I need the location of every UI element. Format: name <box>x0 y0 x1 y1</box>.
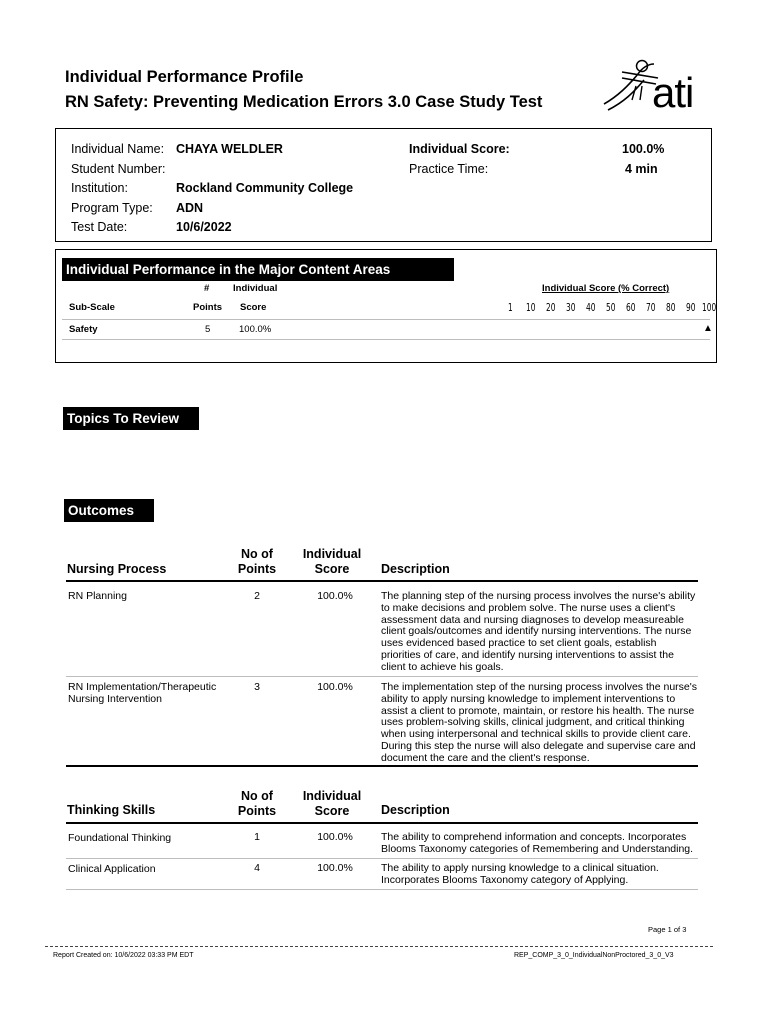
ts-row-score: 100.0% <box>317 862 353 874</box>
np-header-rule <box>66 580 698 582</box>
content-areas-title: Individual Performance in the Major Content Areas <box>62 258 454 281</box>
hdr-hash: # <box>204 283 210 294</box>
ts-hdr-name: Thinking Skills <box>67 803 156 817</box>
np-hdr-name: Nursing Process <box>67 562 167 576</box>
report-id: REP_COMP_3_0_IndividualNonProctored_3_0_V3 <box>514 952 674 959</box>
hdr-score: Score <box>240 302 267 313</box>
test-date-value: 10/6/2022 <box>176 220 232 234</box>
divider <box>66 676 698 677</box>
tick-label: 40 <box>586 301 596 314</box>
outcomes-title: Outcomes <box>64 499 154 522</box>
student-info-box <box>55 128 712 242</box>
tick-label: 80 <box>666 301 676 314</box>
divider <box>62 319 710 320</box>
tick-label: 60 <box>626 301 636 314</box>
hdr-individual: Individual <box>233 283 278 294</box>
test-date-label: Test Date: <box>71 220 128 234</box>
report-title: Individual Performance Profile <box>65 68 304 86</box>
subscale-points: 5 <box>205 324 211 335</box>
program-type-label: Program Type: <box>71 201 153 215</box>
tick-label: 90 <box>686 301 696 314</box>
tick-label: 30 <box>566 301 576 314</box>
np-row-score: 100.0% <box>317 681 353 693</box>
subscale-name: Safety <box>69 324 98 335</box>
ts-row-name: Foundational Thinking <box>68 832 172 844</box>
page-number: Page 1 of 3 <box>648 925 687 934</box>
institution-label: Institution: <box>71 181 128 195</box>
ts-hdr-score: Individual Score <box>302 789 362 818</box>
ts-row-desc: The ability to comprehend information and concepts. Incorporates Blooms Taxonomy categories of Remembering and Understanding. <box>381 831 694 855</box>
np-row-points: 2 <box>254 590 260 602</box>
report-created: Report Created on: 10/6/2022 03:33 PM EDT <box>53 952 194 959</box>
np-hdr-desc: Description <box>381 562 450 576</box>
topics-title: Topics To Review <box>63 407 199 430</box>
ts-header-rule <box>66 822 698 824</box>
np-hdr-score: Individual Score <box>302 547 362 576</box>
tick-label: 100 <box>702 301 717 314</box>
practice-time-label: Practice Time: <box>409 162 489 176</box>
np-hdr-points: No of Points <box>237 547 277 576</box>
ts-hdr-desc: Description <box>381 803 450 817</box>
hdr-points: Points <box>193 302 223 313</box>
np-bottom-rule <box>66 765 698 767</box>
tick-label: 70 <box>646 301 656 314</box>
divider <box>66 858 698 859</box>
np-row-points: 3 <box>254 681 260 693</box>
ati-logo <box>598 56 713 120</box>
individual-score-value: 100.0% <box>622 142 665 156</box>
np-row-score: 100.0% <box>317 590 353 602</box>
tick-label: 10 <box>526 301 536 314</box>
name-label: Individual Name: <box>71 142 165 156</box>
practice-time-value: 4 min <box>625 162 658 176</box>
ts-hdr-points: No of Points <box>237 789 277 818</box>
individual-score-label: Individual Score: <box>409 142 510 156</box>
np-row-name: RN Planning <box>68 590 127 602</box>
program-type-value: ADN <box>176 201 204 215</box>
divider <box>62 339 710 340</box>
tick-label: 20 <box>546 301 556 314</box>
chart-title: Individual Score (% Correct) <box>542 283 670 294</box>
tick-label: 50 <box>606 301 616 314</box>
subscale-score: 100.0% <box>239 324 272 335</box>
name-value: CHAYA WELDLER <box>176 142 283 156</box>
ts-row-points: 4 <box>254 862 260 874</box>
score-marker-icon: ▲ <box>703 323 713 334</box>
np-row-desc: The implementation step of the nursing process involves the nurse's ability to apply nursing knowledge to implement interventions to assist a client to promote, maintain, or restore his health. The nurse uses problem-solving skills, clinical judgment, and critical thinking when using interpersonal and technical skills to provide client care. During this step the nurse will also delegate and supervise care and document the care and the client's response. <box>381 681 698 764</box>
ts-row-points: 1 <box>254 831 260 843</box>
institution-value: Rockland Community College <box>176 181 354 195</box>
divider <box>66 889 698 890</box>
ts-row-name: Clinical Application <box>68 863 156 875</box>
tick-label: 1 <box>508 301 513 314</box>
ts-row-desc: The ability to apply nursing knowledge to a clinical situation. Incorporates Blooms Taxonomy category of Applying. <box>381 862 659 886</box>
ts-row-score: 100.0% <box>317 831 353 843</box>
student-number-label: Student Number: <box>71 162 166 176</box>
footer-divider <box>45 946 713 947</box>
report-subtitle: RN Safety: Preventing Medication Errors 3.0 Case Study Test <box>65 93 543 111</box>
content-areas-box <box>55 249 717 363</box>
np-row-desc: The planning step of the nursing process involves the nurse's ability to make decisions and problem solve. The nurse uses a client's assessment data and nursing diagnoses to develop measureable client goals/outcomes and identify nursing interventions. The nurse uses evidenced based practice to set client goals, establish priorities of care, and identify nursing interventions to assist the client to achieve his goals. <box>381 590 696 673</box>
hdr-subscale: Sub-Scale <box>69 302 115 313</box>
ati-logo-text: ati <box>652 69 694 116</box>
np-row-name: RN Implementation/Therapeutic Nursing Intervention <box>68 681 217 705</box>
